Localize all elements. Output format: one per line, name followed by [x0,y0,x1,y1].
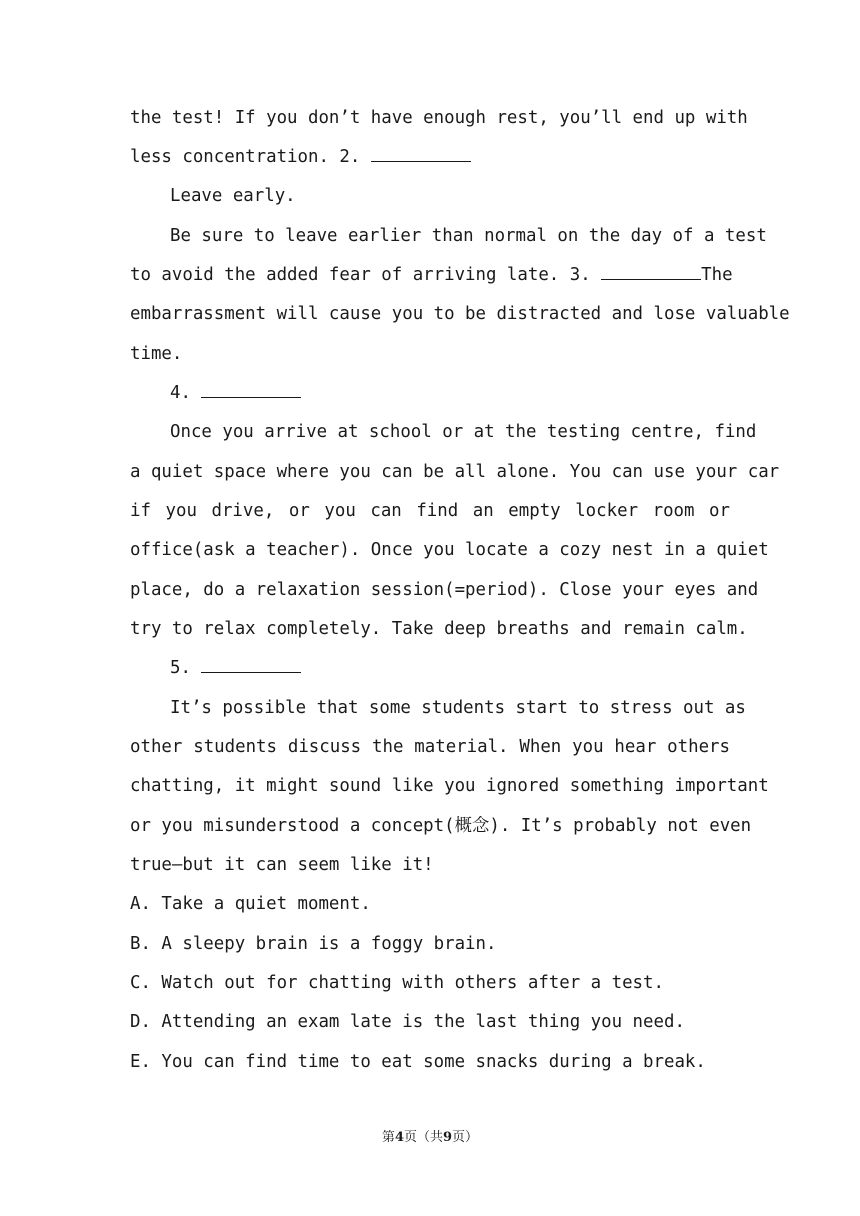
page-total: 9 [443,1130,453,1145]
question-number: 4. [170,383,202,403]
text-line [170,381,730,405]
text-line: if you drive, or you can find an empty locker room or [130,501,730,521]
question-number: 5. [170,658,202,678]
text-line: try to relax completely. Take deep breaths and remain calm. [130,619,748,639]
text-line: or you misunderstood a concept(概念). It’s probably not even [130,816,752,836]
text-line: embarrassment will cause you to be distracted and lose valuable [130,304,790,324]
option-c: C. Watch out for chatting with others after a test. [130,973,664,993]
option-a: A. Take a quiet moment. [130,894,371,914]
text-line: time. [130,344,183,364]
text-line: Be sure to leave earlier than normal on the day of a test [170,226,767,246]
answer-blank-5[interactable] [201,656,301,673]
page-number: 4 [394,1130,404,1145]
footer-text: 页（共 [403,1130,443,1145]
footer-text: 页） [452,1130,479,1145]
answer-blank-2[interactable] [371,145,471,162]
text-line: other students discuss the material. When you hear others [130,737,730,757]
text-line [170,656,730,680]
page-footer [0,1129,860,1147]
option-d: D. Attending an exam late is the last thing you need. [130,1012,685,1032]
option-e: E. You can find time to eat some snacks during a break. [130,1052,706,1072]
question-number: to avoid the added fear of arriving late. 3. [130,265,602,285]
text-line: the test! If you don’t have enough rest, you’ll end up with [130,108,748,128]
text-line [130,263,733,287]
question-number: less concentration. 2. [130,147,371,167]
text-line: a quiet space where you can be all alone. You can use your car [130,462,780,482]
text-line: It’s possible that some students start to stress out as [170,698,746,718]
text-segment [130,263,701,287]
text-line: true—but it can seem like it! [130,855,434,875]
paragraph-heading: Leave early. [170,186,296,206]
text-line: Once you arrive at school or at the testing centre, find [170,422,757,442]
text-line [130,145,730,169]
text-line: chatting, it might sound like you ignored something important [130,776,769,796]
text-line: office(ask a teacher). Once you locate a cozy nest in a quiet [130,540,769,560]
option-b: B. A sleepy brain is a foggy brain. [130,934,497,954]
answer-blank-4[interactable] [201,381,301,398]
text-segment: The [701,265,733,285]
text-line: place, do a relaxation session(=period). Close your eyes and [130,580,759,600]
answer-blank-3[interactable] [601,263,701,280]
footer-text: 第 [381,1130,395,1145]
